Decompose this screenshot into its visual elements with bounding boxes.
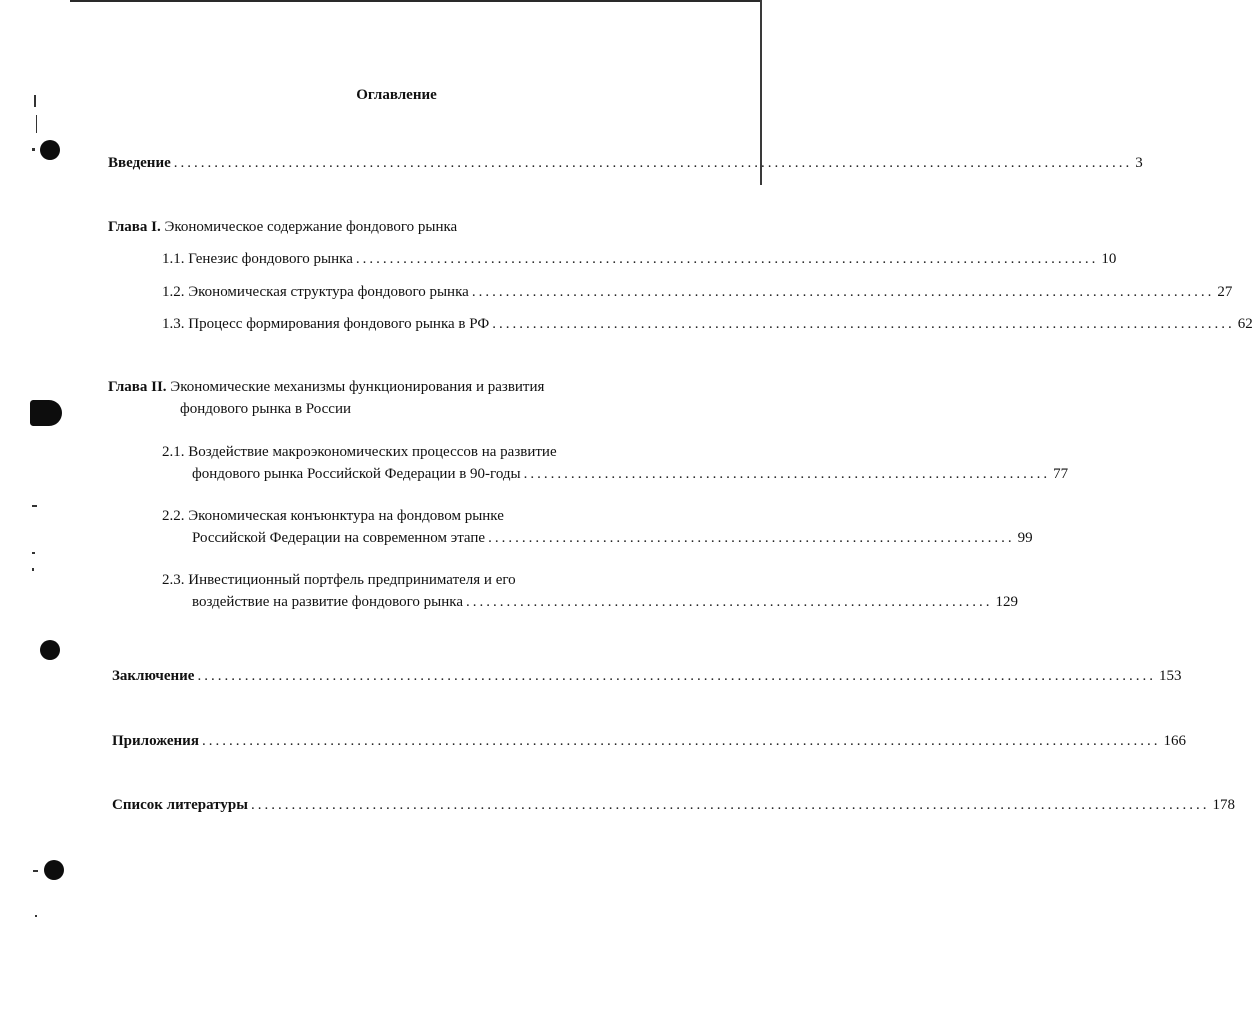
section-title-line-1: Воздействие макроэкономических процессов на развитие <box>188 444 557 460</box>
scan-speck <box>36 115 37 133</box>
section-title: Генезис фондового рынка <box>188 251 353 267</box>
toc-entry-appendices[interactable] <box>112 730 1186 752</box>
toc-entry-label: Список литературы <box>112 797 248 813</box>
section-2-1-line-1[interactable] <box>162 441 557 463</box>
scan-speck <box>32 505 37 507</box>
chapter-1-heading[interactable] <box>108 216 457 238</box>
page-number: 10 <box>1101 251 1117 267</box>
toc-entry-label: Заключение <box>112 668 195 684</box>
scan-speck <box>32 552 35 554</box>
section-number: 2.1. <box>162 444 185 460</box>
page-number: 129 <box>995 594 1019 610</box>
section-2-2-line-1[interactable] <box>162 505 504 527</box>
chapter-prefix: Глава I. <box>108 219 161 235</box>
leader-dots: .............................................................................. <box>523 466 1051 482</box>
section-number: 1.2. <box>162 284 185 300</box>
leader-dots: .............................................................................................................. <box>355 251 1099 267</box>
scan-speck <box>32 568 34 571</box>
toc-entry-section[interactable] <box>192 527 1033 549</box>
chapter-title-line-2: фондового рынка в России <box>180 401 352 417</box>
scan-speck <box>35 915 37 917</box>
page-number: 27 <box>1217 284 1233 300</box>
page-number: 178 <box>1212 797 1235 813</box>
section-title-line-2: воздействие на развитие фондового рынка <box>192 594 464 610</box>
leader-dots: .............................................................................................................................................. <box>201 733 1161 749</box>
toc-entry-section[interactable] <box>162 248 1117 270</box>
page-number: 99 <box>1017 530 1033 546</box>
page-number: 153 <box>1158 668 1182 684</box>
section-title-line-2: Российской Федерации на современном этапе <box>192 530 486 546</box>
toc-entry-references[interactable] <box>112 794 1235 816</box>
page-number: 77 <box>1053 466 1069 482</box>
leader-dots: .............................................................................................................. <box>492 316 1235 332</box>
section-title: Процесс формирования фондового рынка в РФ <box>188 316 490 332</box>
scan-speck <box>32 148 35 151</box>
leader-dots: .............................................................................. <box>466 594 993 610</box>
chapter-title: Экономическое содержание фондового рынка <box>164 219 458 235</box>
section-title-line-1: Инвестиционный портфель предпринимателя и его <box>188 572 516 588</box>
leader-dots: .............................................................................................................................................. <box>173 155 1133 171</box>
section-2-3-line-1[interactable] <box>162 569 516 591</box>
section-number: 2.3. <box>162 572 185 588</box>
toc-entry-label: Введение <box>108 155 171 171</box>
page-number: 62 <box>1237 316 1253 332</box>
page-title: Оглавление <box>356 87 437 103</box>
toc-entry-section[interactable] <box>192 591 1019 613</box>
scan-speck <box>33 870 38 872</box>
section-title: Экономическая структура фондового рынка <box>188 284 469 300</box>
toc-entry-conclusion[interactable] <box>112 665 1182 687</box>
toc-entry-section[interactable] <box>192 463 1069 485</box>
section-title-line-1: Экономическая конъюнктура на фондовом рынке <box>188 508 504 524</box>
section-title-line-2: фондового рынка Российской Федерации в 90-годы <box>192 466 521 482</box>
section-number: 1.1. <box>162 251 185 267</box>
section-number: 2.2. <box>162 508 185 524</box>
binder-clip-shadow <box>30 400 62 426</box>
punch-hole <box>40 640 60 660</box>
leader-dots: .............................................................................................................................................. <box>250 797 1210 813</box>
section-number: 1.3. <box>162 316 185 332</box>
chapter-prefix: Глава II. <box>108 379 167 395</box>
leader-dots: .............................................................................................................................................. <box>197 668 1156 684</box>
chapter-title-line-1: Экономические механизмы функционирования и развития <box>170 379 545 395</box>
chapter-2-heading[interactable] <box>108 376 544 398</box>
scan-edge-top <box>70 0 760 2</box>
page-number: 3 <box>1135 155 1143 171</box>
toc-entry-section[interactable] <box>162 281 1233 303</box>
leader-dots: .............................................................................................................. <box>471 284 1215 300</box>
toc-entry-section[interactable] <box>162 313 1253 335</box>
punch-hole <box>44 860 64 880</box>
punch-hole <box>40 140 60 160</box>
toc-entry-label: Приложения <box>112 733 199 749</box>
page-number: 166 <box>1163 733 1186 749</box>
toc-entry-intro[interactable] <box>108 152 1143 174</box>
leader-dots: .............................................................................. <box>488 530 1015 546</box>
